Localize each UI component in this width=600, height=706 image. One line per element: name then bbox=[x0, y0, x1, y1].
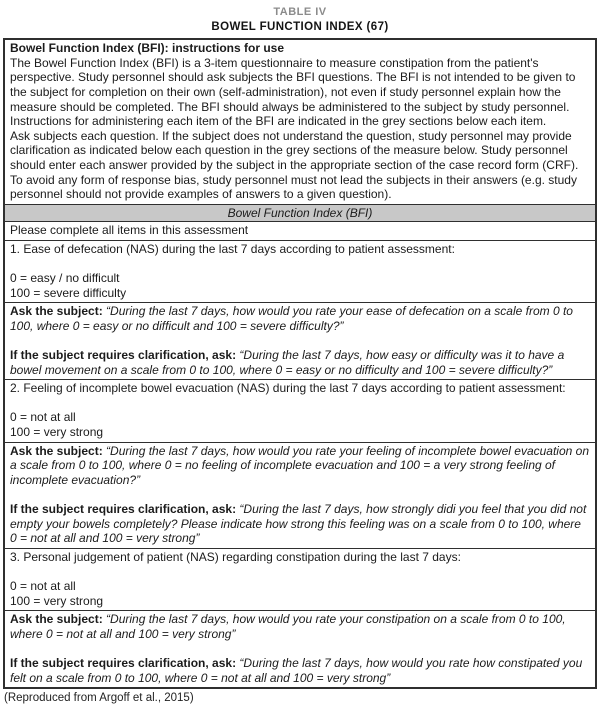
instructions-paragraph: Ask subjects each question. If the subject does not understand the question, study personnel may provide clarification as indicated below each question in the grey sections of the measure below. Study personnel should enter each answer provided by the subject in the appropriate section of the case record form (CRF). bbox=[10, 128, 579, 172]
scale-anchor-high: 100 = very strong bbox=[10, 425, 104, 440]
question-text: 3. Personal judgement of patient (NAS) regarding constipation during the last 7 days: bbox=[10, 549, 461, 564]
ask-quote: “During the last 7 days, how would you rate your feeling of incomplete bowel evacuation on a scale from 0 to 100, where 0 = no feeling of incomplete evacuation and 100 = a very strong feeling of incomplete evacuation?” bbox=[10, 443, 589, 487]
question-text: 1. Ease of defecation (NAS) during the last 7 days according to patient assessment: bbox=[10, 241, 455, 256]
instructions-paragraph: Instructions for administering each item of the BFI are indicated in the grey sections below each item. bbox=[10, 114, 547, 129]
section-banner: Bowel Function Index (BFI) bbox=[5, 204, 595, 222]
spacer bbox=[10, 333, 590, 348]
clarify-quote: “During the last 7 days, how strongly didi you feel that you did not empty your bowels completely? Please indicate how strong this feeling was on a scale from 0 to 100, where 0 = not at all and 100 = very strong” bbox=[10, 502, 587, 546]
scale-anchor-low: 0 = not at all bbox=[10, 578, 76, 593]
bfi-table bbox=[3, 38, 597, 689]
table-number: TABLE IV bbox=[273, 6, 327, 18]
ask-block bbox=[10, 304, 590, 333]
source-footnote: (Reproduced from Argoff et al., 2015) bbox=[4, 692, 194, 705]
question-text: 2. Feeling of incomplete bowel evacuation (NAS) during the last 7 days according to patient assessment: bbox=[10, 381, 566, 396]
ask-label: Ask the subject: bbox=[10, 304, 103, 319]
instructions-row bbox=[5, 40, 595, 204]
clarify-label: If the subject requires clarification, ask: bbox=[10, 655, 237, 670]
spacer bbox=[10, 564, 590, 579]
instructions-heading: Bowel Function Index (BFI): instructions for use bbox=[10, 41, 285, 56]
table-title: BOWEL FUNCTION INDEX (67) bbox=[211, 20, 389, 33]
ask-block bbox=[10, 444, 590, 488]
ask-quote: “During the last 7 days, how would you rate your constipation on a scale from 0 to 100, where 0 = not at all and 100 = very strong” bbox=[10, 612, 566, 641]
intro-row: Please complete all items in this assessment bbox=[5, 221, 595, 240]
spacer bbox=[10, 396, 590, 411]
ask-label: Ask the subject: bbox=[10, 443, 103, 458]
spacer bbox=[10, 487, 590, 502]
clarify-quote: “During the last 7 days, how would you rate how constipated you felt on a scale from 0 to 100, where 0 = not at all and 100 = very strong” bbox=[10, 655, 583, 685]
question-row-1 bbox=[5, 240, 595, 302]
ask-quote: “During the last 7 days, how would you rate your ease of defecation on a scale from 0 to 100, where 0 = easy or no difficult and 100 = severe difficulty?” bbox=[10, 304, 573, 333]
instruction-row-1 bbox=[5, 302, 595, 379]
ask-block bbox=[10, 612, 590, 641]
instructions-paragraph: The Bowel Function Index (BFI) is a 3-item questionnaire to measure constipation from the patient's perspective. Study personnel should ask subjects the BFI questions. The BFI is not intended to be given to the subject for completion on their own (self-administration), not even if study personnel explain how the measure should be completed. The BFI should always be administered to the subject by study personnel. bbox=[10, 55, 576, 114]
table-caption bbox=[3, 3, 597, 38]
clarify-quote: “During the last 7 days, how easy or difficulty was it to have a bowel movement on a scale from 0 to 100, where 0 = easy or no difficulty and 100 = severe difficulty?” bbox=[10, 348, 565, 377]
clarify-block bbox=[10, 656, 590, 685]
clarify-label: If the subject requires clarification, ask: bbox=[10, 502, 237, 516]
clarify-block bbox=[10, 348, 590, 377]
spacer bbox=[10, 257, 590, 272]
scale-anchor-high: 100 = very strong bbox=[10, 593, 104, 608]
ask-label: Ask the subject: bbox=[10, 612, 103, 627]
instruction-row-3 bbox=[5, 610, 595, 687]
scale-anchor-low: 0 = not at all bbox=[10, 410, 76, 425]
spacer bbox=[10, 641, 590, 656]
question-row-2 bbox=[5, 379, 595, 441]
scale-anchor-low: 0 = easy / no difficult bbox=[10, 271, 120, 286]
instructions-paragraph: To avoid any form of response bias, study personnel must not lead the subjects in their answers (e.g. study personnel should not provide examples of answers to a given question). bbox=[10, 172, 577, 202]
clarify-block bbox=[10, 502, 590, 546]
instruction-row-2 bbox=[5, 442, 595, 548]
scale-anchor-high: 100 = severe difficulty bbox=[10, 285, 127, 300]
question-row-3 bbox=[5, 548, 595, 610]
clarify-label: If the subject requires clarification, ask: bbox=[10, 348, 237, 363]
